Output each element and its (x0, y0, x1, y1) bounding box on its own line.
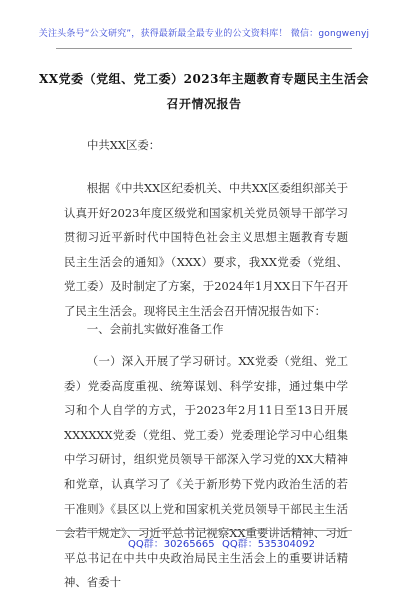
document-title: XX党委（党组、党工委）2023年主题教育专题民主生活会 (38, 72, 370, 86)
paragraph-study: （一）深入开展了学习研讨。XX党委（党组、党工委）党委高度重视、统筹谋划、科学安排，通过集中学习和个人自学的方式，于2023年2月11日至13日开展XXXXXX党委（党组、党工委）党委理论学习中心组集中学习研讨，组织党员领导干部深入学习党的XX大精神和党章，认真学习了《关于新形势下党内政治生活的若干准则》《县区以上党和国家机关党员领导干部民主生活会若干规定》、习近平总书记视察XX重要讲话精神、习近平总书记在中共中央政治局民主生活会上的重要讲话精神、省委十 (64, 354, 348, 590)
header-promo-text: 关注头条号“公文研究”，获得最新最全最专业的公文资料库！ 微信：gongwenyj (38, 29, 370, 39)
salutation: 中共XX区委： (87, 138, 161, 152)
page-header (0, 0, 408, 64)
document-title-line2: 召开情况报告 (166, 97, 242, 111)
footer-qq-group-2: QQ群：535304092 (222, 539, 316, 550)
footer-rule (56, 530, 352, 531)
paragraph-intro: 根据《中共XX区纪委机关、中共XX区委组织部关于认真开好2023年度区级党和国家机关党员领导干部学习贯彻习近平新时代中国特色社会主义思想主题教育专题民主生活会的通知》（XXX）要求，我XX党委（党组、党工委）及时制定了方案，于2024年1月XX日下午召开了民主生活会。现将民主生活会召开情况报告如下： (64, 181, 348, 318)
section-heading: 一、会前扎实做好准备工作 (86, 322, 224, 336)
header-rule (56, 48, 352, 49)
footer-qq-group-1: QQ群：30265665 (128, 539, 215, 550)
